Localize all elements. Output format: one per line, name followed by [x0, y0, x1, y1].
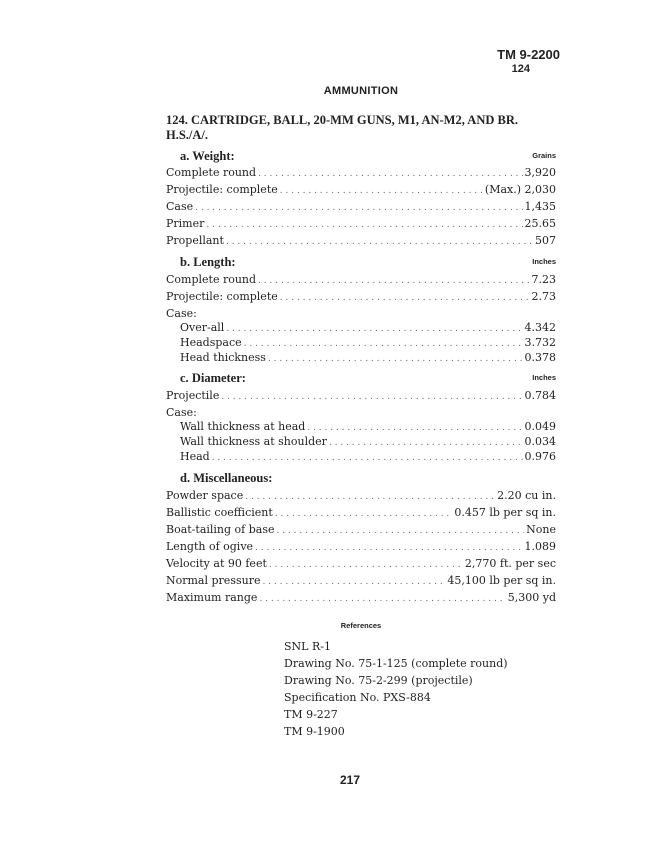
- reference-item: Drawing No. 75-1-125 (complete round): [284, 657, 508, 670]
- misc-row: Ballistic coefficient . . . 0.457 lb per sq in.: [166, 506, 556, 522]
- misc-row: Powder space . . . 2.20 cu in.: [166, 489, 556, 505]
- tm-number: TM 9-2200: [497, 47, 560, 62]
- page-number: 217: [339, 773, 361, 787]
- diameter-row: Projectile . . . 0.784: [166, 389, 556, 405]
- length-case-label: Case:: [166, 307, 197, 320]
- weight-row: Primer . . . 25.65: [166, 217, 556, 233]
- length-letter: b.: [180, 255, 191, 269]
- length-row: Projectile: complete . . . 2.73: [166, 290, 556, 306]
- reference-item: TM 9-227: [284, 708, 338, 721]
- page-title: 124. CARTRIDGE, BALL, 20-MM GUNS, M1, AN-M2, AND BR. H.S./A/.: [166, 113, 518, 142]
- reference-item: TM 9-1900: [284, 725, 345, 738]
- diameter-heading: [166, 371, 556, 386]
- diameter-case-label: Case:: [166, 406, 197, 419]
- diameter-unit: Inches: [532, 373, 556, 382]
- reference-item: Drawing No. 75-2-299 (projectile): [284, 674, 473, 687]
- length-heading: [166, 255, 556, 270]
- weight-row: Propellant . . . 507: [166, 234, 556, 250]
- section-title: AMMUNITION: [323, 85, 399, 97]
- misc-row: Boat-tailing of base . . . None: [166, 523, 556, 539]
- references-title: References: [340, 621, 382, 630]
- length-case-row: Head thickness . . . 0.378: [166, 351, 556, 367]
- reference-item: Specification No. PXS-884: [284, 691, 431, 704]
- misc-row: Velocity at 90 feet . . . 2,770 ft. per sec: [166, 557, 556, 573]
- reference-item: SNL R-1: [284, 640, 331, 653]
- weight-row: Projectile: complete . . . (Max.) 2,030: [166, 183, 556, 199]
- diameter-case-row: Head . . . 0.976: [166, 450, 556, 466]
- misc-heading: [166, 471, 556, 486]
- misc-row: Normal pressure . . . 45,100 lb per sq in.: [166, 574, 556, 590]
- weight-unit: Grains: [532, 151, 556, 160]
- length-unit: Inches: [532, 257, 556, 266]
- weight-heading: [166, 149, 556, 164]
- weight-label: Weight:: [192, 149, 235, 163]
- length-label: Length:: [193, 255, 236, 269]
- diameter-case-row: Wall thickness at shoulder . . . 0.034: [166, 435, 556, 451]
- misc-row: Length of ogive . . . 1.089: [166, 540, 556, 556]
- paragraph-number: 124: [511, 63, 530, 75]
- misc-letter: d.: [180, 471, 191, 485]
- length-case-row: Headspace . . . 3.732: [166, 336, 556, 352]
- weight-row: Complete round . . . 3,920: [166, 166, 556, 182]
- diameter-case-row: Wall thickness at head . . . 0.049: [166, 420, 556, 436]
- length-case-row: Over-all . . . 4.342: [166, 321, 556, 337]
- diameter-letter: c.: [180, 371, 189, 385]
- misc-label: Miscellaneous:: [193, 471, 273, 485]
- weight-row: Case . . . 1,435: [166, 200, 556, 216]
- misc-row: Maximum range . . . 5,300 yd: [166, 591, 556, 607]
- diameter-label: Diameter:: [191, 371, 246, 385]
- length-row: Complete round . . . 7.23: [166, 273, 556, 289]
- weight-letter: a.: [180, 149, 190, 163]
